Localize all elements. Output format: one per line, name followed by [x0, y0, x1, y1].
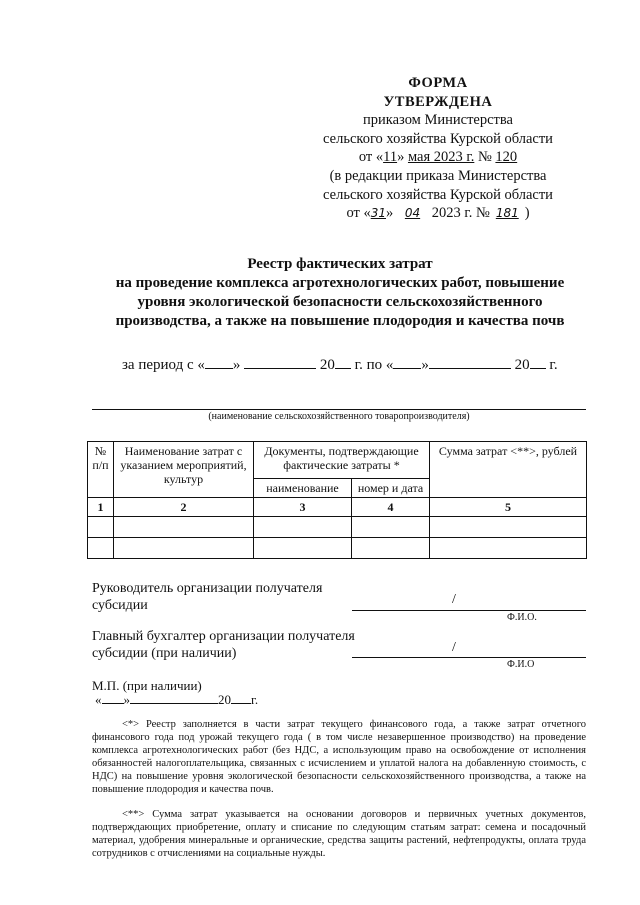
- footnote-2: <**> Сумма затрат указывается на основании договоров и первичных учетных документов, подтверждающих приобретение, оплату и списание по следующим статьям затрат: семена и посадочный материал, удобрения минеральные и органические, средства защиты растений, нефтепродукты, оплата труда сотрудников с отчислениями на социальные нужды.: [92, 809, 586, 859]
- costs-table: [87, 441, 587, 559]
- table-number-row: 1 2 3 4 5: [88, 498, 587, 517]
- table-header-row: [88, 442, 587, 479]
- revision-month: 04: [404, 206, 421, 221]
- col-header-cost-name: Наименование затрат с указанием мероприятий, культур: [114, 442, 254, 498]
- end-year-blank: [530, 368, 546, 369]
- order-month: мая 2023 г.: [407, 149, 475, 166]
- table-row[interactable]: [88, 517, 587, 538]
- period-line: за период с « » 20 г. по « » 20 г.: [122, 357, 558, 373]
- accountant-fio-caption: Ф.И.О: [507, 659, 535, 670]
- head-signature-label: Руководитель организации получателя субсидии: [92, 581, 323, 613]
- order-date-line: от «11» мая 2023 г. № 120: [358, 149, 518, 166]
- seal-label: М.П. (при наличии): [92, 678, 202, 693]
- start-month-blank: [244, 368, 316, 369]
- accountant-signature-slash: /: [452, 640, 456, 655]
- col-header-doc-number-date: номер и дата: [352, 479, 430, 498]
- signature-date: « » 20 г.: [95, 692, 259, 707]
- table-row[interactable]: [88, 538, 587, 559]
- revision-date-line: от «31» 04 2023 г. № 181 ): [346, 205, 530, 222]
- form-label: ФОРМА: [408, 75, 468, 91]
- end-day-blank: [393, 368, 421, 369]
- ministry-line: сельского хозяйства Курской области: [323, 130, 553, 147]
- order-line: приказом Министерства: [363, 112, 513, 129]
- producer-caption: (наименование сельскохозяйственного товаропроизводителя): [208, 411, 470, 422]
- head-signature-slash: /: [452, 592, 456, 607]
- approved-label: УТВЕРЖДЕНА: [383, 93, 493, 110]
- revision-line: (в редакции приказа Министерства: [329, 167, 547, 184]
- revision-day: 31: [370, 206, 386, 221]
- start-day-blank: [205, 368, 233, 369]
- footnote-1: <*> Реестр заполняется в части затрат текущего финансового года, а также затрат отчетного финансового года под урожай текущего года ( в том числе незавершенное производство) на проведение комплекса агротехнологических работ (без НДС, а использующим право на освобождение от исполнения обязанностей налогоплательщика, связанных с исчислением и уплатой налога на добавленную стоимость, с НДС) на повышение уровня экологической безопасности сельскохозяйственного производства, а также на повышение плодородия и качества почв.: [92, 719, 586, 795]
- end-month-blank: [429, 368, 511, 369]
- order-number: 120: [495, 149, 518, 166]
- accountant-signature-line[interactable]: [352, 657, 586, 658]
- head-signature-line[interactable]: [352, 610, 586, 611]
- approval-header: [288, 74, 588, 223]
- start-year-blank: [335, 368, 351, 369]
- col-header-documents: Документы, подтверждающие фактические затраты *: [254, 442, 430, 479]
- head-fio-caption: Ф.И.О.: [507, 612, 537, 623]
- col-header-sum: Сумма затрат <**>, рублей: [430, 442, 587, 498]
- revision-number: 181: [495, 206, 519, 221]
- accountant-signature-label: Главный бухгалтер организации получателя субсидии (при наличии): [92, 629, 355, 661]
- order-day: 11: [383, 149, 398, 166]
- col-header-number: № п/п: [88, 442, 114, 498]
- producer-name-line: [92, 409, 586, 410]
- revision-ministry-line: сельского хозяйства Курской области: [323, 186, 553, 203]
- col-header-doc-name: наименование: [254, 479, 352, 498]
- document-title: Реестр фактических затрат на проведение комплекса агротехнологических работ, повышение уровня экологической безопасности сельскохозяйственного производства, а также на повышение плодородия и качества почв: [115, 256, 565, 329]
